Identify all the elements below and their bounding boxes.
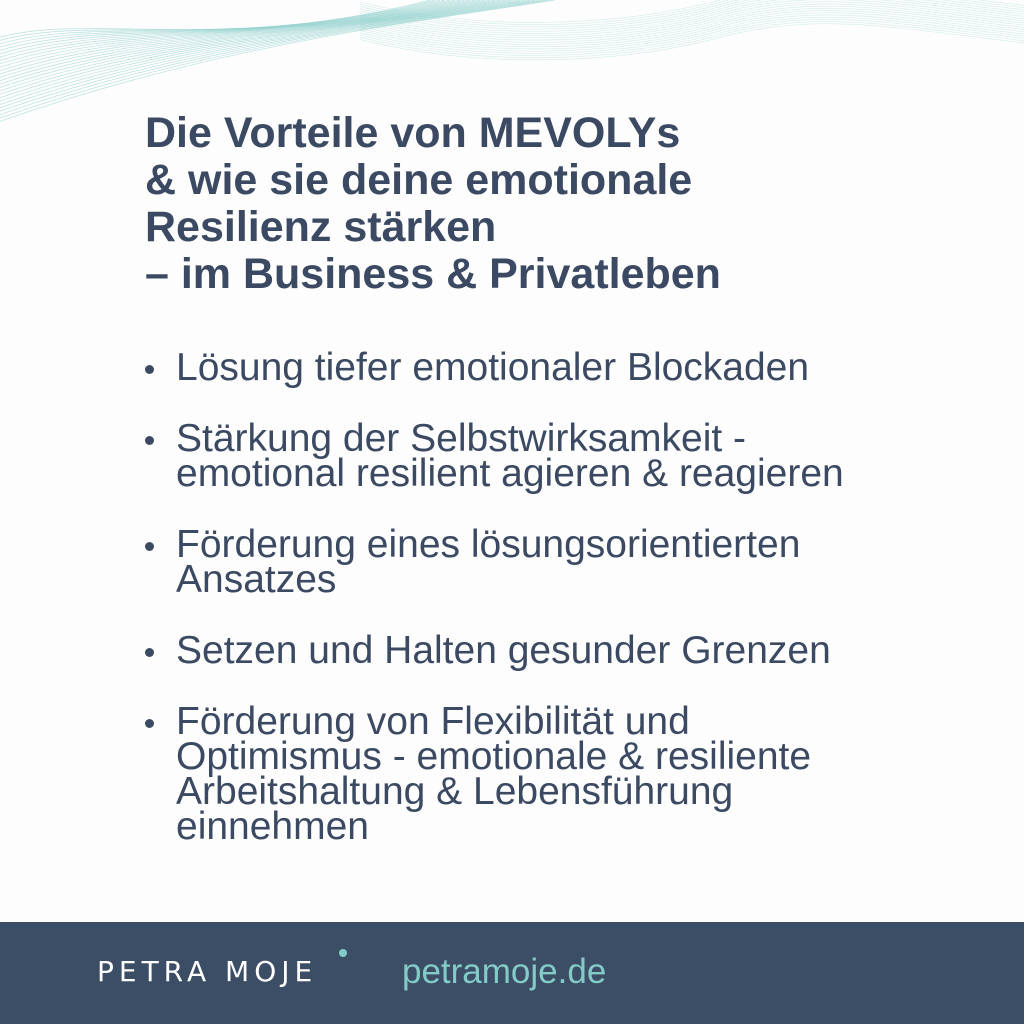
wave-line [0, 0, 450, 54]
wave-line [0, 0, 550, 122]
wave-line [360, 0, 1024, 22]
wave-line [360, 2, 1024, 38]
wave-line [360, 17, 1024, 53]
list-item [145, 700, 945, 848]
wave-line [360, 4, 1024, 40]
list-item-text: emotional resilient agieren & reagieren [176, 452, 844, 495]
wave-line [0, 0, 445, 50]
bullet-icon [145, 365, 154, 374]
wave-line [360, 13, 1024, 49]
wave-line [360, 0, 1024, 27]
wave-line [360, 6, 1024, 42]
list-item-text: Stärkung der Selbstwirksamkeit - [176, 417, 747, 460]
wave-line [0, 0, 465, 64]
list-item-text: einnehmen [176, 805, 369, 848]
wave-line [360, 15, 1024, 51]
wave-line [360, 0, 1024, 31]
headline [145, 110, 965, 298]
wave-line [0, 0, 505, 91]
wave-line [0, 0, 525, 105]
wave-line [0, 0, 440, 47]
headline-line: Resilienz stärken [145, 203, 497, 251]
wave-line [0, 0, 490, 81]
wave-line [0, 0, 495, 84]
list-item-text: Optimismus - emotionale & resiliente [176, 735, 812, 778]
wave-line [360, 24, 1024, 60]
headline-line: & wie sie deine emotionale [145, 156, 693, 204]
wave-line [360, 0, 1024, 36]
wave-line [0, 0, 455, 57]
wave-line [0, 0, 470, 67]
bullet-icon [145, 648, 154, 657]
wave-line [0, 0, 540, 115]
benefits-list [145, 346, 945, 880]
wave-line [0, 0, 480, 74]
list-item [145, 346, 945, 389]
wave-line [0, 0, 515, 98]
wave-line [0, 0, 430, 40]
wave-line [360, 22, 1024, 58]
list-item-text: Förderung eines lösungsorientierten [176, 523, 801, 566]
wave-line [0, 0, 475, 71]
list-item-text: Arbeitshaltung & Lebensführung [176, 770, 734, 813]
list-item-text: Setzen und Halten gesunder Grenzen [176, 629, 831, 672]
wave-line [360, 0, 1024, 29]
brand-logo [97, 955, 317, 988]
wave-line [0, 0, 460, 60]
list-item-text: Ansatzes [176, 558, 337, 601]
wave-line [360, 11, 1024, 47]
bullet-icon [145, 436, 154, 445]
wave-line [0, 0, 535, 111]
bullet-icon [145, 719, 154, 728]
list-item [145, 523, 945, 601]
website-link[interactable]: petramoje.de [402, 952, 607, 991]
wave-line [0, 0, 485, 77]
wave-line [0, 0, 545, 118]
bullet-icon [145, 542, 154, 551]
wave-line [0, 0, 530, 108]
list-item [145, 629, 945, 672]
wave-line [360, 0, 1024, 33]
brand-logo-text: PETRA MOJE [97, 955, 318, 988]
wave-line [0, 0, 500, 88]
wave-line [360, 8, 1024, 44]
list-item-text: Lösung tiefer emotionaler Blockaden [176, 346, 810, 389]
headline-line: Die Vorteile von MEVOLYs [145, 109, 681, 157]
wave-line [0, 0, 555, 125]
wave-line [0, 0, 520, 101]
wave-line [360, 19, 1024, 55]
headline-line: – im Business & Privatleben [145, 250, 721, 298]
wave-line [360, 0, 1024, 25]
list-item-text: Förderung von Flexibilität und [176, 700, 690, 743]
logo-dot-icon [339, 949, 347, 957]
wave-line [0, 0, 510, 94]
wave-line [0, 0, 435, 43]
list-item [145, 417, 945, 495]
